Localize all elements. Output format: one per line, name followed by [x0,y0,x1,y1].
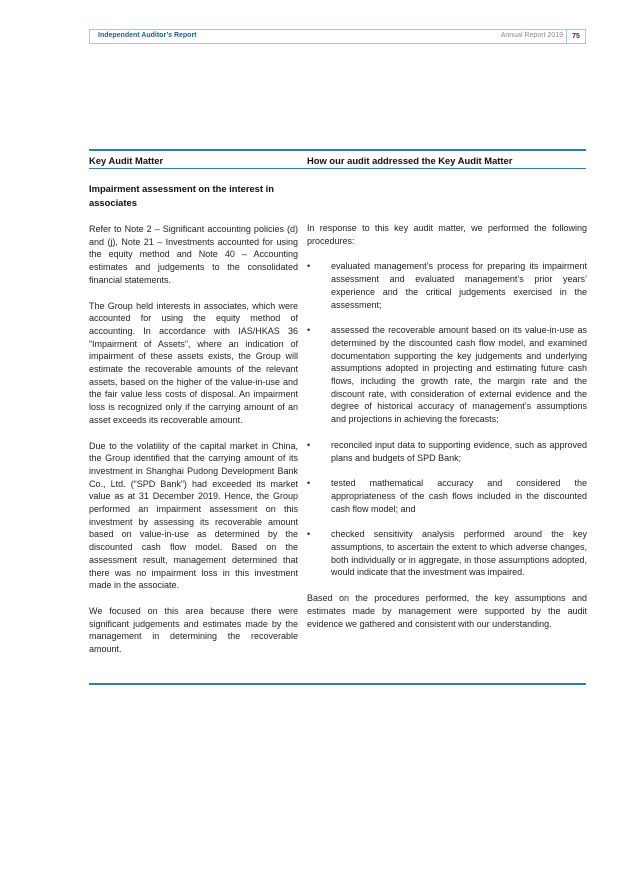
table-header-rule [89,168,586,169]
matter-paragraph: Due to the volatility of the capital market in China, the Group identified that the carrying amount of its investment in Shanghai Pudong Development Bank Co., Ltd. (“SPD Bank”) had exceeded its market value as at 31 December 2019. Hence, the Group performed an impairment assessment on this investment by assessing its recoverable amount based on value-in-use as determined by the discounted cash flow model. Based on the assessment result, management determined that there was no impairment loss in this investment made in the associate. [89,440,298,591]
report-name: Annual Report 2019 [500,32,563,39]
page-number: 75 [566,30,585,43]
table-bottom-rule [89,683,586,685]
response-intro: In response to this key audit matter, we performed the following procedures: [307,223,587,246]
procedure-item [307,260,587,311]
bullet-icon: • [307,478,311,489]
procedure-text: tested mathematical accuracy and considered the appropriateness of the cash flows included in the discounted cash flow model; and [331,478,587,514]
procedure-text: reconciled input data to supporting evidence, such as approved plans and budgets of SPD Bank; [331,439,587,463]
matter-paragraph: The Group held interests in associates, which were accounted for using the equity method of accounting. In accordance with IAS/HKAS 36 “Impairment of Assets”, where an indication of impairment of these assets exists, the Group will estimate the recoverable amounts of the relevant assets, based on the higher of the value-in-use and the fair value less costs of disposal. An impairment loss is recognized only if the carrying amount of an asset exceeds its recoverable amount. [89,300,298,425]
bullet-icon: • [307,325,311,336]
procedure-item [307,477,587,515]
matter-paragraph: Refer to Note 2 – Significant accounting policies (d) and (j), Note 21 – Investments accounted for using the equity method and Note 40 – Accounting estimates and judgements to the consolidated financial statements. [89,224,298,285]
key-audit-matter-column [89,182,298,669]
column-heading-audit-response: How our audit addressed the Key Audit Matter [307,155,513,166]
procedure-text: evaluated management’s process for preparing its impairment assessment and evaluated management’s prior years’ experience and the critical judgements exercised in the assessment; [331,261,587,310]
matter-paragraph: We focused on this area because there were significant judgements and estimates made by the management in determining the recoverable amount. [89,605,298,655]
bullet-icon: • [307,439,311,450]
procedure-item [307,528,587,579]
procedure-list [307,260,587,579]
procedure-text: assessed the recoverable amount based on its value-in-use as determined by the discounted cash flow model, and examined documentation supporting the key judgements and underlying assumptions adopted in projecting and estimating future cash flows, including the growth rate, the margin rate and the discount rate, with consideration of external evidence and the degree of historical accuracy of management’s assumptions and projections in achieving the forecasts; [331,325,587,425]
matter-title: Impairment assessment on the interest in associates [89,183,274,208]
audit-response-column [307,222,587,643]
bullet-icon: • [307,529,311,540]
procedure-item [307,324,587,426]
response-conclusion: Based on the procedures performed, the key assumptions and estimates made by management were supported by the audit evidence we gathered and consistent with our understanding. [307,593,587,629]
procedure-text: checked sensitivity analysis performed around the key assumptions, to ascertain the extent to which adverse changes, both individually or in aggregate, in those assumptions adopted, would indicate that the investment was impaired. [331,529,587,578]
page-header [89,29,586,44]
column-heading-key-audit-matter: Key Audit Matter [89,155,164,166]
procedure-item [307,439,587,464]
section-title: Independent Auditor’s Report [98,32,197,39]
bullet-icon: • [307,261,311,272]
table-top-rule [89,149,586,151]
